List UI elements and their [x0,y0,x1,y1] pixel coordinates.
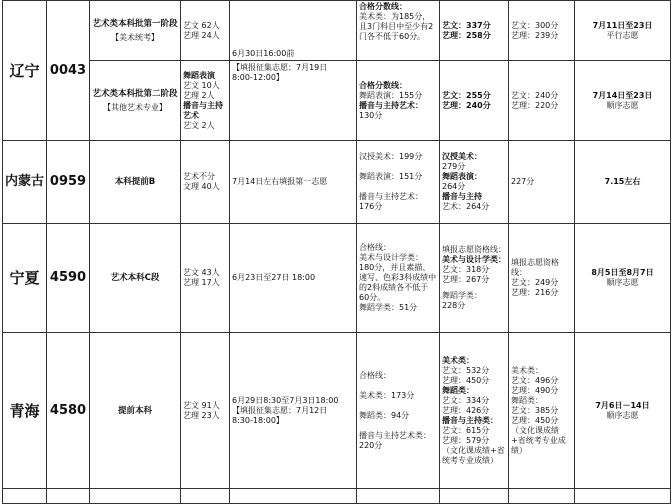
qual-line: 舞蹈表演：155分 [359,90,423,100]
score-line: 艺文：615分 [442,425,490,435]
score-line: 美术类： [511,365,543,375]
score-cell [440,141,509,224]
score-line: 艺文：334分 [442,395,490,405]
dates-cell [575,224,671,333]
batch-label: 本科提前B [114,177,156,187]
qual-line: 合格线： [359,370,391,380]
qual-line: 合格线： [359,243,391,252]
score-line: 艺理：267分 [442,275,490,284]
score-line: 艺文：496分 [511,375,559,385]
score-line: 艺理：450分 [511,415,559,425]
batch-cell [90,141,181,224]
score-cell [440,224,509,333]
qual-cell [357,1,440,61]
plan-line: 播音与主持艺术 [183,100,223,120]
time-line: 【填报征集志愿：7月12日 [232,405,328,415]
dates-line: 7月6日－14日 [595,400,650,410]
table-row [3,1,671,61]
plan-cell [181,61,230,141]
batch-cell [90,61,181,141]
dates-mode: 平行志愿 [606,30,639,40]
time-cell [230,224,357,333]
score-line: 艺文：337分 [442,20,491,30]
plan-line: 艺文 2人 [183,120,215,130]
time-cell [230,141,357,224]
score-cell [440,1,509,61]
dates-cell [575,141,671,224]
batch-label: 提前本科 [117,405,152,416]
plan-line: 艺文 10人 [183,80,220,90]
dates-cell [575,333,671,489]
table-row [3,333,671,489]
dates-line: 8月5日至8月7日 [591,268,654,277]
score-line: 艺理：490分 [511,385,559,395]
score-line: 艺文：532分 [442,365,490,375]
score-line: 艺文：249分 [511,278,559,287]
plan-cell [181,141,230,224]
score-cell [509,333,575,489]
score-cell [440,333,509,489]
qual-line: 美术与设计学类：180分，并且素描、速写、色彩3科成绩中的2科成绩各不低于60分。 [359,253,437,302]
dates-cell [575,61,671,141]
score-line: 艺文：385分 [511,405,559,415]
score-line: 艺术：264分 [442,202,490,211]
score-line: 填报志愿资格线： [511,258,559,277]
dates-line: 7月14日至23日 [592,90,653,100]
batch-label: 艺术类本科批第一阶段 [92,18,178,29]
qual-line: 汉授美术：199分 [359,152,423,161]
qual-line: 合格分数线： [359,80,407,90]
province-cell: 宁夏 [3,224,47,333]
score-line: 艺理：579分 [442,435,490,445]
table-row [3,61,671,141]
batch-label: 艺术类本科批第二阶段 [92,88,178,99]
code-cell: 4590 [47,224,90,333]
score-line: 舞蹈表演： [442,172,482,181]
code-cell: 4580 [47,333,90,489]
score-line: 播音与主持 [442,192,482,201]
batch-note: 【其他艺术专业】 [103,102,167,112]
dates-mode: 顺序志愿 [606,100,639,110]
qual-line: 舞蹈类：94分 [359,410,410,420]
score-cell [509,224,575,333]
batch-cell [90,1,181,61]
score-line: 艺文：318分 [442,265,490,274]
score-line: 填报志愿资格线： [442,245,506,254]
score-line: 264分 [442,182,466,191]
batch-note: 【美术统考】 [111,32,159,42]
province-cell: 内蒙古 [3,141,47,224]
qual-line: 播音与主持艺术： [359,100,423,110]
score-line: 艺文：255分 [442,90,491,100]
score-line: 艺理：216分 [511,288,559,297]
score-line: 美术类： [442,355,474,365]
qual-line: 美术类：为185分，且3门科目中至少有2门各不低于60分。 [359,12,434,41]
time-line: 8:30-18:00】 [232,415,284,425]
dates-line: 7.15左右 [604,177,641,186]
score-line: 227分 [511,177,535,186]
qual-line: 130分 [359,110,383,120]
plan-line: 艺文 62人 [183,20,220,30]
score-cell [440,61,509,141]
batch-label: 艺术本科C段 [110,273,160,283]
qual-line: 播音与主持艺术：176分 [359,192,423,211]
plan-line: 艺文 43人 [183,268,220,277]
code-cell: 0043 [47,1,90,141]
score-line: 美术与设计学类： [442,255,506,264]
time-line: 8:00-12:00】 [232,73,284,82]
qual-line: 舞蹈表演：151分 [359,172,423,181]
plan-line: 艺理 17人 [183,278,220,287]
score-line: 艺理：240分 [442,100,491,110]
batch-cell [90,224,181,333]
score-line: 播音与主持类： [442,415,498,425]
score-cell [509,1,575,61]
score-line: 艺理：426分 [442,405,490,415]
time-cell [230,1,357,61]
dates-cell [575,1,671,61]
time-line: 6月23日至27日 18:00 [232,273,316,282]
batch-cell [90,333,181,489]
qual-cell [357,333,440,489]
time-cell [230,333,357,489]
plan-line: 艺理 24人 [183,30,220,40]
qual-line: 美术类：173分 [359,390,415,400]
time-line: 6月30日16:00前 [232,49,295,58]
qual-line: 合格分数线： [359,2,407,11]
score-line: 舞蹈类： [442,385,474,395]
score-line: （文化课成绩+省统考专业成绩） [511,425,566,455]
qual-cell [357,141,440,224]
time-line: 7月14日左右填报第一志愿 [232,177,328,186]
time-cell [230,61,357,141]
score-line: 艺理：258分 [442,30,491,40]
qual-cell [357,61,440,141]
plan-cell [181,1,230,61]
score-cell [509,141,575,224]
score-line: 汉授美术： [442,152,482,161]
province-cell: 辽宁 [3,1,47,141]
score-line: 艺理：239分 [511,30,559,40]
plan-line: 艺术不分 [183,172,215,181]
score-line: 艺文：240分 [511,90,559,100]
plan-line: 文理 40人 [183,182,220,191]
province-cell: 青海 [3,333,47,489]
score-line: 艺理：220分 [511,100,559,110]
qual-cell [357,224,440,333]
score-line: （文化课成绩+省统考专业成绩） [442,445,505,465]
code-cell: 0959 [47,141,90,224]
plan-cell [181,333,230,489]
qual-line: 舞蹈学类：51分 [359,303,418,312]
plan-line: 艺理 23人 [183,410,220,420]
score-line: 舞蹈类： [511,395,543,405]
score-line: 艺理：450分 [442,375,490,385]
dates-line: 7月11日至23日 [592,20,653,30]
score-line: 228分 [442,301,466,310]
score-line: 艺文：300分 [511,20,559,30]
plan-line: 艺文 91人 [183,400,220,410]
dates-mode: 顺序志愿 [606,278,639,287]
time-line: 6月29日8:30至7月3日18:00 [232,395,339,405]
admission-table [2,0,671,504]
plan-cell [181,224,230,333]
time-line: 【填报征集志愿：7月19日 [232,63,328,72]
score-line: 舞蹈学类： [442,291,482,300]
qual-line: 播音与主持艺术类：220分 [359,430,431,450]
dates-mode: 顺序志愿 [606,410,639,420]
table-row [3,141,671,224]
table-row [3,224,671,333]
table-row [3,489,671,504]
plan-line: 舞蹈表演 [183,70,215,80]
score-cell [509,61,575,141]
score-line: 279分 [442,162,466,171]
plan-line: 艺理 2人 [183,90,215,100]
